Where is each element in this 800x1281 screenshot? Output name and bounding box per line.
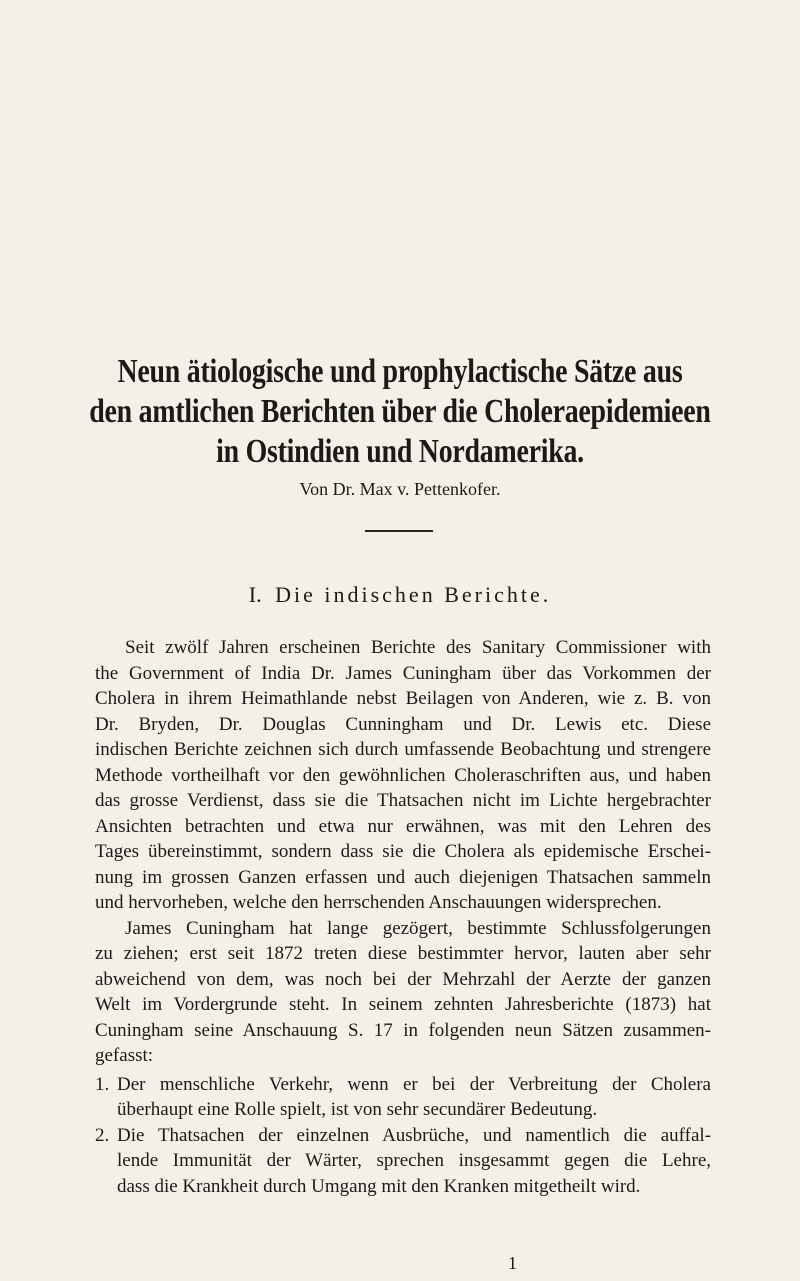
list-item-line: dass die Krankheit durch Umgang mit den Kranken mitgetheilt wird. [117, 1175, 641, 1197]
paragraph-line: nung im grossen Ganzen erfassen und auch diejenigen Thatsachen sammeln [95, 866, 711, 888]
list-item [95, 1123, 711, 1200]
paragraph-line: abweichend von dem, was noch bei der Mehrzahl der Aerzte der ganzen [95, 968, 711, 990]
divider-rule [365, 530, 433, 532]
title-line-3: in Ostindien und Nordamerika. [216, 433, 584, 470]
paragraph-line: gefasst: [95, 1045, 154, 1066]
list-item-number: 1. [95, 1073, 110, 1095]
section-heading [0, 582, 800, 608]
body-text [95, 635, 711, 1199]
paragraph-line: Methode vortheilhaft vor den gewöhnlichen Choleraschriften aus, und haben [95, 764, 711, 786]
paragraph-line: Seit zwölf Jahren erscheinen Berichte des Sanitary Commissioner with [125, 637, 711, 658]
title-line-2: den amtlichen Berichten über die Choleraepidemieen [89, 393, 711, 430]
list-item-number: 2. [95, 1124, 110, 1146]
paragraph-line: Tages übereinstimmt, sondern dass sie die Cholera als epidemische Erschei- [95, 841, 711, 862]
paragraph-line: das grosse Verdienst, dass sie die Thatsachen nicht im Lichte hergebrachter [95, 790, 711, 811]
paragraph-line: Cholera in ihrem Heimathlande nebst Beilagen von Anderen, wie z. B. von [95, 688, 711, 709]
paragraph-line: the Government of India Dr. James Cuningham über das Vorkommen der [95, 662, 711, 684]
page-number: 1 [508, 1253, 517, 1273]
title-line-1: Neun ätiologische und prophylactische Sätze aus [117, 353, 683, 390]
paragraph-line: und hervorheben, welche den herrschenden Anschauungen widersprechen. [95, 892, 662, 913]
section-title: Die indischen Berichte. [275, 582, 552, 607]
list-item-line: Die Thatsachen der einzelnen Ausbrüche, und namentlich die auffal- [117, 1124, 711, 1146]
list-item-line: lende Immunität der Wärter, sprechen insgesammt gegen die Lehre, [117, 1150, 711, 1171]
list-item [95, 1072, 711, 1123]
paragraph-line: James Cuningham hat lange gezögert, bestimmte Schlussfolgerungen [125, 917, 711, 939]
list-item-line: überhaupt eine Rolle spielt, ist von sehr secundärer Bedeutung. [117, 1099, 598, 1120]
author-line: Von Dr. Max v. Pettenkofer. [299, 479, 501, 499]
paragraph-line: zu ziehen; erst seit 1872 treten diese bestimmter hervor, lauten aber sehr [95, 943, 711, 964]
paragraph-line: Ansichten betrachten und etwa nur erwähnen, was mit den Lehren des [95, 815, 711, 837]
page-title [72, 352, 728, 472]
paragraph-line: Cuningham seine Anschauung S. 17 in folgenden neun Sätzen zusammen- [95, 1019, 711, 1041]
list-item-line: Der menschliche Verkehr, wenn er bei der Verbreitung der Cholera [117, 1073, 711, 1095]
paragraph-line: Welt im Vordergrunde steht. In seinem zehnten Jahresberichte (1873) hat [95, 994, 711, 1015]
paragraph-line: Dr. Bryden, Dr. Douglas Cunningham und Dr. Lewis etc. Diese [95, 713, 711, 735]
paragraph-line: indischen Berichte zeichnen sich durch umfassende Beobachtung und strengere [95, 739, 711, 760]
section-number: I. [248, 582, 262, 607]
